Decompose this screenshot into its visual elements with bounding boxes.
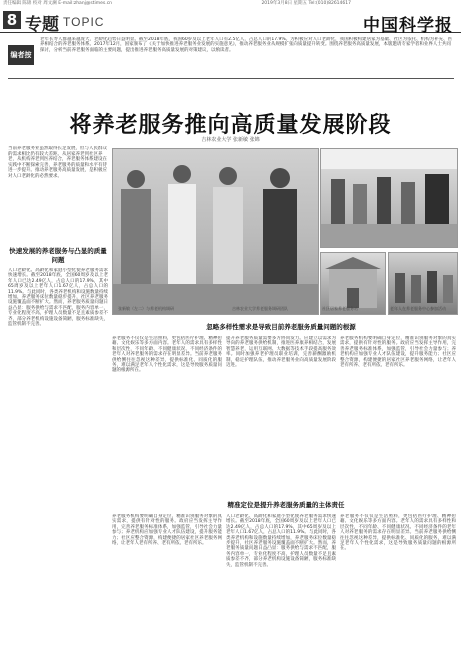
page-number: 8 <box>3 11 21 29</box>
group-activity-icon <box>389 253 457 314</box>
subhead-1: 快速发展的养老服务与凸显的质量问题 <box>9 247 107 264</box>
divider <box>8 78 454 79</box>
photo-community-station <box>320 148 458 248</box>
article-column-5: 养老服务机构要明确自身定位，精准识别服务对象的真实需求，提供有针对性的服务。政府应当发挥主导作用，完善养老服务标准体系，加强监管，引导社会力量参与；养老机构应加强专业人才队伍建设，提升服务能力；社区应整合资源，构建便捷的居家社区养老服务网络，让老年人老有所养、老有所依、老有所乐。 <box>112 514 222 547</box>
article-column-3: 提升养老服务质量需要多方协同发力。应建立以需求为导向的养老服务供给机制，推进医养康养相结合，发展智慧养老，运用互联网、大数据等技术手段提高服务效率。同时加强养老护理员职业培训，完善薪酬激励机制，稳定护理队伍，推动养老服务业向高质量发展阶段迈进。 <box>226 336 336 369</box>
photo-researchers-group <box>112 148 319 315</box>
meta-editor-info: 责任编辑 陈锦 校对 周文澜 E-mail:zhanj@stimes.cn <box>3 1 113 6</box>
section-title: 专题 <box>25 15 59 35</box>
photo-caption-1: 张新敏（左二）与养老机构调研 <box>118 306 174 311</box>
newspaper-masthead: 中国科学报 <box>363 16 453 36</box>
editor-note-text: 老年长寿人群越来越庞大，老龄化趋势日益明显。截至2018年底，我国60岁及以上老年人口有2.5亿人，占总人口的17.9%。为积极应对人口老龄化，我国积极构建居家为基础、社区为依托、机构为补充、医养相结合的养老服务体系。2017年12月，国家颁布了《关于加快推进养老服务业发展的实施意见》，推动养老服务业从规模扩张向质量提升转变。围绕养老服务高质量发展，本版邀请专家学者和业界人士共同探讨，分析当前养老服务面临的主要问题，提出推进养老服务高质量发展的对策建议，以飨读者。 <box>40 37 453 53</box>
article-column-6: 人口老龄化、高龄化和家庭小型化使养老服务需求快速增长。截至2018年底，全国60周岁及以上老年人口已达2.49亿人，占总人口的17.9%，其中65周岁及以上老年人口1.67亿人，占总人口的11.9%。与此同时，各类养老机构和设施数量持续增加，养老服务床位数量稳步提升，社区养老服务设施覆盖面不断扩大。然而，养老服务质量问题日益凸显：服务供给与需求不匹配，服务内容单一，专业化程度不高，护理人员数量不足且素质参差不齐，部分养老机构设施设备简陋，服务标准缺失，监管机制不完善。 <box>226 514 336 568</box>
article-column-2: 养老服务不仅仅是生活照料，更包括医疗护理、精神慰藉、文化娱乐等多方面内容。老年人的需求具有多样性和层次性，不同年龄、不同健康状况、不同经济条件的老年人对养老服务的需求存在明显差异。当前养老服务供给侧往往忽视这种差异，提供标准化、同质化的服务，难以满足老年人个性化需求，这是导致服务质量问题的根源所在。 <box>112 336 222 374</box>
page-header <box>0 8 461 36</box>
editor-note-tag: 编者按 <box>8 45 34 65</box>
building-icon <box>321 253 385 314</box>
meta-date-info: 2019年3月8日 星期五 Tel:(010)82614617 <box>261 1 351 6</box>
article-headline: 将养老服务推向高质量发展阶段 <box>69 112 392 138</box>
section-title-en: TOPIC <box>63 15 105 29</box>
crowd-figure-icon <box>321 149 457 247</box>
people-figure-icon <box>113 149 318 314</box>
photo-caption-4: 老年人在养老服务中心参加活动 <box>390 306 446 311</box>
article-byline: 吉林农业大学 张新敏 张锦 <box>201 137 260 143</box>
article-column-1: 人口老龄化、高龄化和家庭小型化使养老服务需求快速增长。截至2018年底，全国60周岁及以上老年人口已达2.49亿人，占总人口的17.9%，其中65周岁及以上老年人口1.67亿人，占总人口的11.9%。与此同时，各类养老机构和设施数量持续增加，养老服务床位数量稳步提升，社区养老服务设施覆盖面不断扩大。然而，养老服务质量问题日益凸显：服务供给与需求不匹配，服务内容单一，专业化程度不高，护理人员数量不足且素质参差不齐，部分养老机构设施设备简陋，服务标准缺失，监管机制不完善。 <box>8 268 108 328</box>
photo-caption-3: 社区居家养老服务站 <box>322 306 358 311</box>
article-column-4: 养老服务机构要明确自身定位，精准识别服务对象的真实需求，提供有针对性的服务。政府应当发挥主导作用，完善养老服务标准体系，加强监管，引导社会力量参与；养老机构应加强专业人才队伍建设，提升服务能力；社区应整合资源，构建便捷的居家社区养老服务网络，让老年人老有所养、老有所依、老有所乐。 <box>340 336 456 369</box>
photo-caption-2: 吉林农业大学养老服务调研团队 <box>232 306 288 311</box>
subhead-2: 忽略多样性需求是导致目前养老服务质量问题的根源 <box>206 323 356 331</box>
page-meta-bar <box>0 0 461 8</box>
subhead-3: 精准定位是提升养老服务质量的主体责任 <box>227 501 345 509</box>
article-column-7: 养老服务不仅仅是生活照料，更包括医疗护理、精神慰藉、文化娱乐等多方面内容。老年人的需求具有多样性和层次性，不同年龄、不同健康状况、不同经济条件的老年人对养老服务的需求存在明显差异。当前养老服务供给侧往往忽视这种差异，提供标准化、同质化的服务，难以满足老年人个性化需求，这是导致服务质量问题的根源所在。 <box>340 514 456 552</box>
lead-paragraph: 当前养老服务业虽然取得长足发展，但与人民群众的需求相比仍有较大差距。从居家养老到社区养老，从机构养老到医养结合，养老服务体系建设在实践中不断探索完善，养老服务的质量和水平有待进一步提升。推动养老服务高质量发展，是积极应对人口老龄化的必然要求。 <box>8 146 107 179</box>
